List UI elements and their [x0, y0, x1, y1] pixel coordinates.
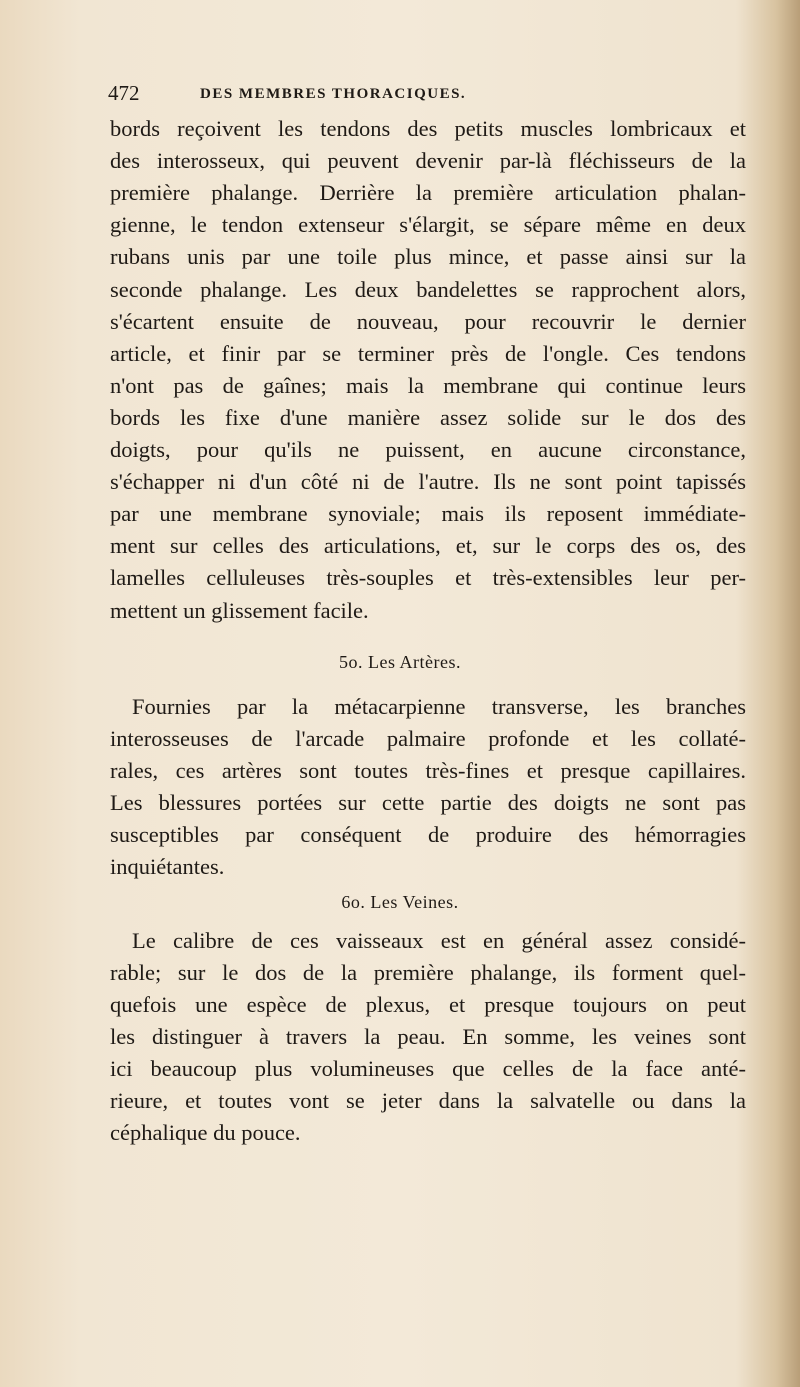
text-line: Fournies par la métacarpienne transverse, les branches — [132, 694, 746, 719]
text-line: ici beaucoup plus volumineuses que celles de la face anté- — [110, 1056, 746, 1081]
text-line: bords reçoivent les tendons des petits muscles lombricaux et — [110, 116, 746, 141]
running-title: DES MEMBRES THORACIQUES. — [200, 86, 467, 102]
text-line: Les blessures portées sur cette partie des doigts ne sont pas — [110, 790, 746, 815]
text-line: ment sur celles des articulations, et, sur le corps des os, des — [110, 533, 746, 559]
text-line: céphalique du pouce. — [110, 1120, 301, 1145]
text-line: gienne, le tendon extenseur s'élargit, se sépare même en deux — [110, 212, 746, 238]
text-line: mettent un glissement facile. — [110, 597, 369, 623]
section-heading: 5o. Les Artères. — [339, 652, 461, 672]
text-line: les distinguer à travers la peau. En somme, les veines sont — [110, 1024, 746, 1049]
text-line: rales, ces artères sont toutes très-fines et presque capillaires. — [110, 758, 746, 783]
text-line: rubans unis par une toile plus mince, et passe ainsi sur la — [110, 244, 746, 270]
text-line: rable; sur le dos de la première phalange, ils forment quel- — [110, 960, 746, 985]
text-line: n'ont pas de gaînes; mais la membrane qui continue leurs — [110, 372, 746, 398]
text-line: bords les fixe d'une manière assez solide sur le dos des — [110, 404, 746, 430]
text-line: s'échapper ni d'un côté ni de l'autre. Ils ne sont point tapissés — [110, 469, 746, 495]
text-line: par une membrane synoviale; mais ils reposent immédiate- — [110, 501, 746, 527]
text-line: Le calibre de ces vaisseaux est en général assez considé- — [132, 928, 746, 953]
text-line: des interosseux, qui peuvent devenir par-là fléchisseurs de la — [110, 148, 746, 174]
text-line: rieure, et toutes vont se jeter dans la salvatelle ou dans la — [110, 1088, 746, 1113]
text-line: seconde phalange. Les deux bandelettes se rapprochent alors, — [110, 276, 746, 302]
section-heading: 6o. Les Veines. — [341, 892, 459, 912]
text-line: article, et finir par se terminer près de l'ongle. Ces tendons — [110, 340, 746, 366]
text-line: quefois une espèce de plexus, et presque toujours on peut — [110, 992, 746, 1017]
text-line: susceptibles par conséquent de produire des hémorragies — [110, 822, 746, 847]
text-line: lamelles celluleuses très-souples et très-extensibles leur per- — [110, 565, 746, 591]
page-number: 472 — [108, 81, 140, 105]
text-line: s'écartent ensuite de nouveau, pour recouvrir le dernier — [110, 308, 746, 334]
text-line: première phalange. Derrière la première articulation phalan- — [110, 180, 746, 206]
text-line: inquiétantes. — [110, 854, 225, 879]
text-line: interosseuses de l'arcade palmaire profonde et les collaté- — [110, 726, 746, 751]
text-line: doigts, pour qu'ils ne puissent, en aucune circonstance, — [110, 437, 746, 462]
